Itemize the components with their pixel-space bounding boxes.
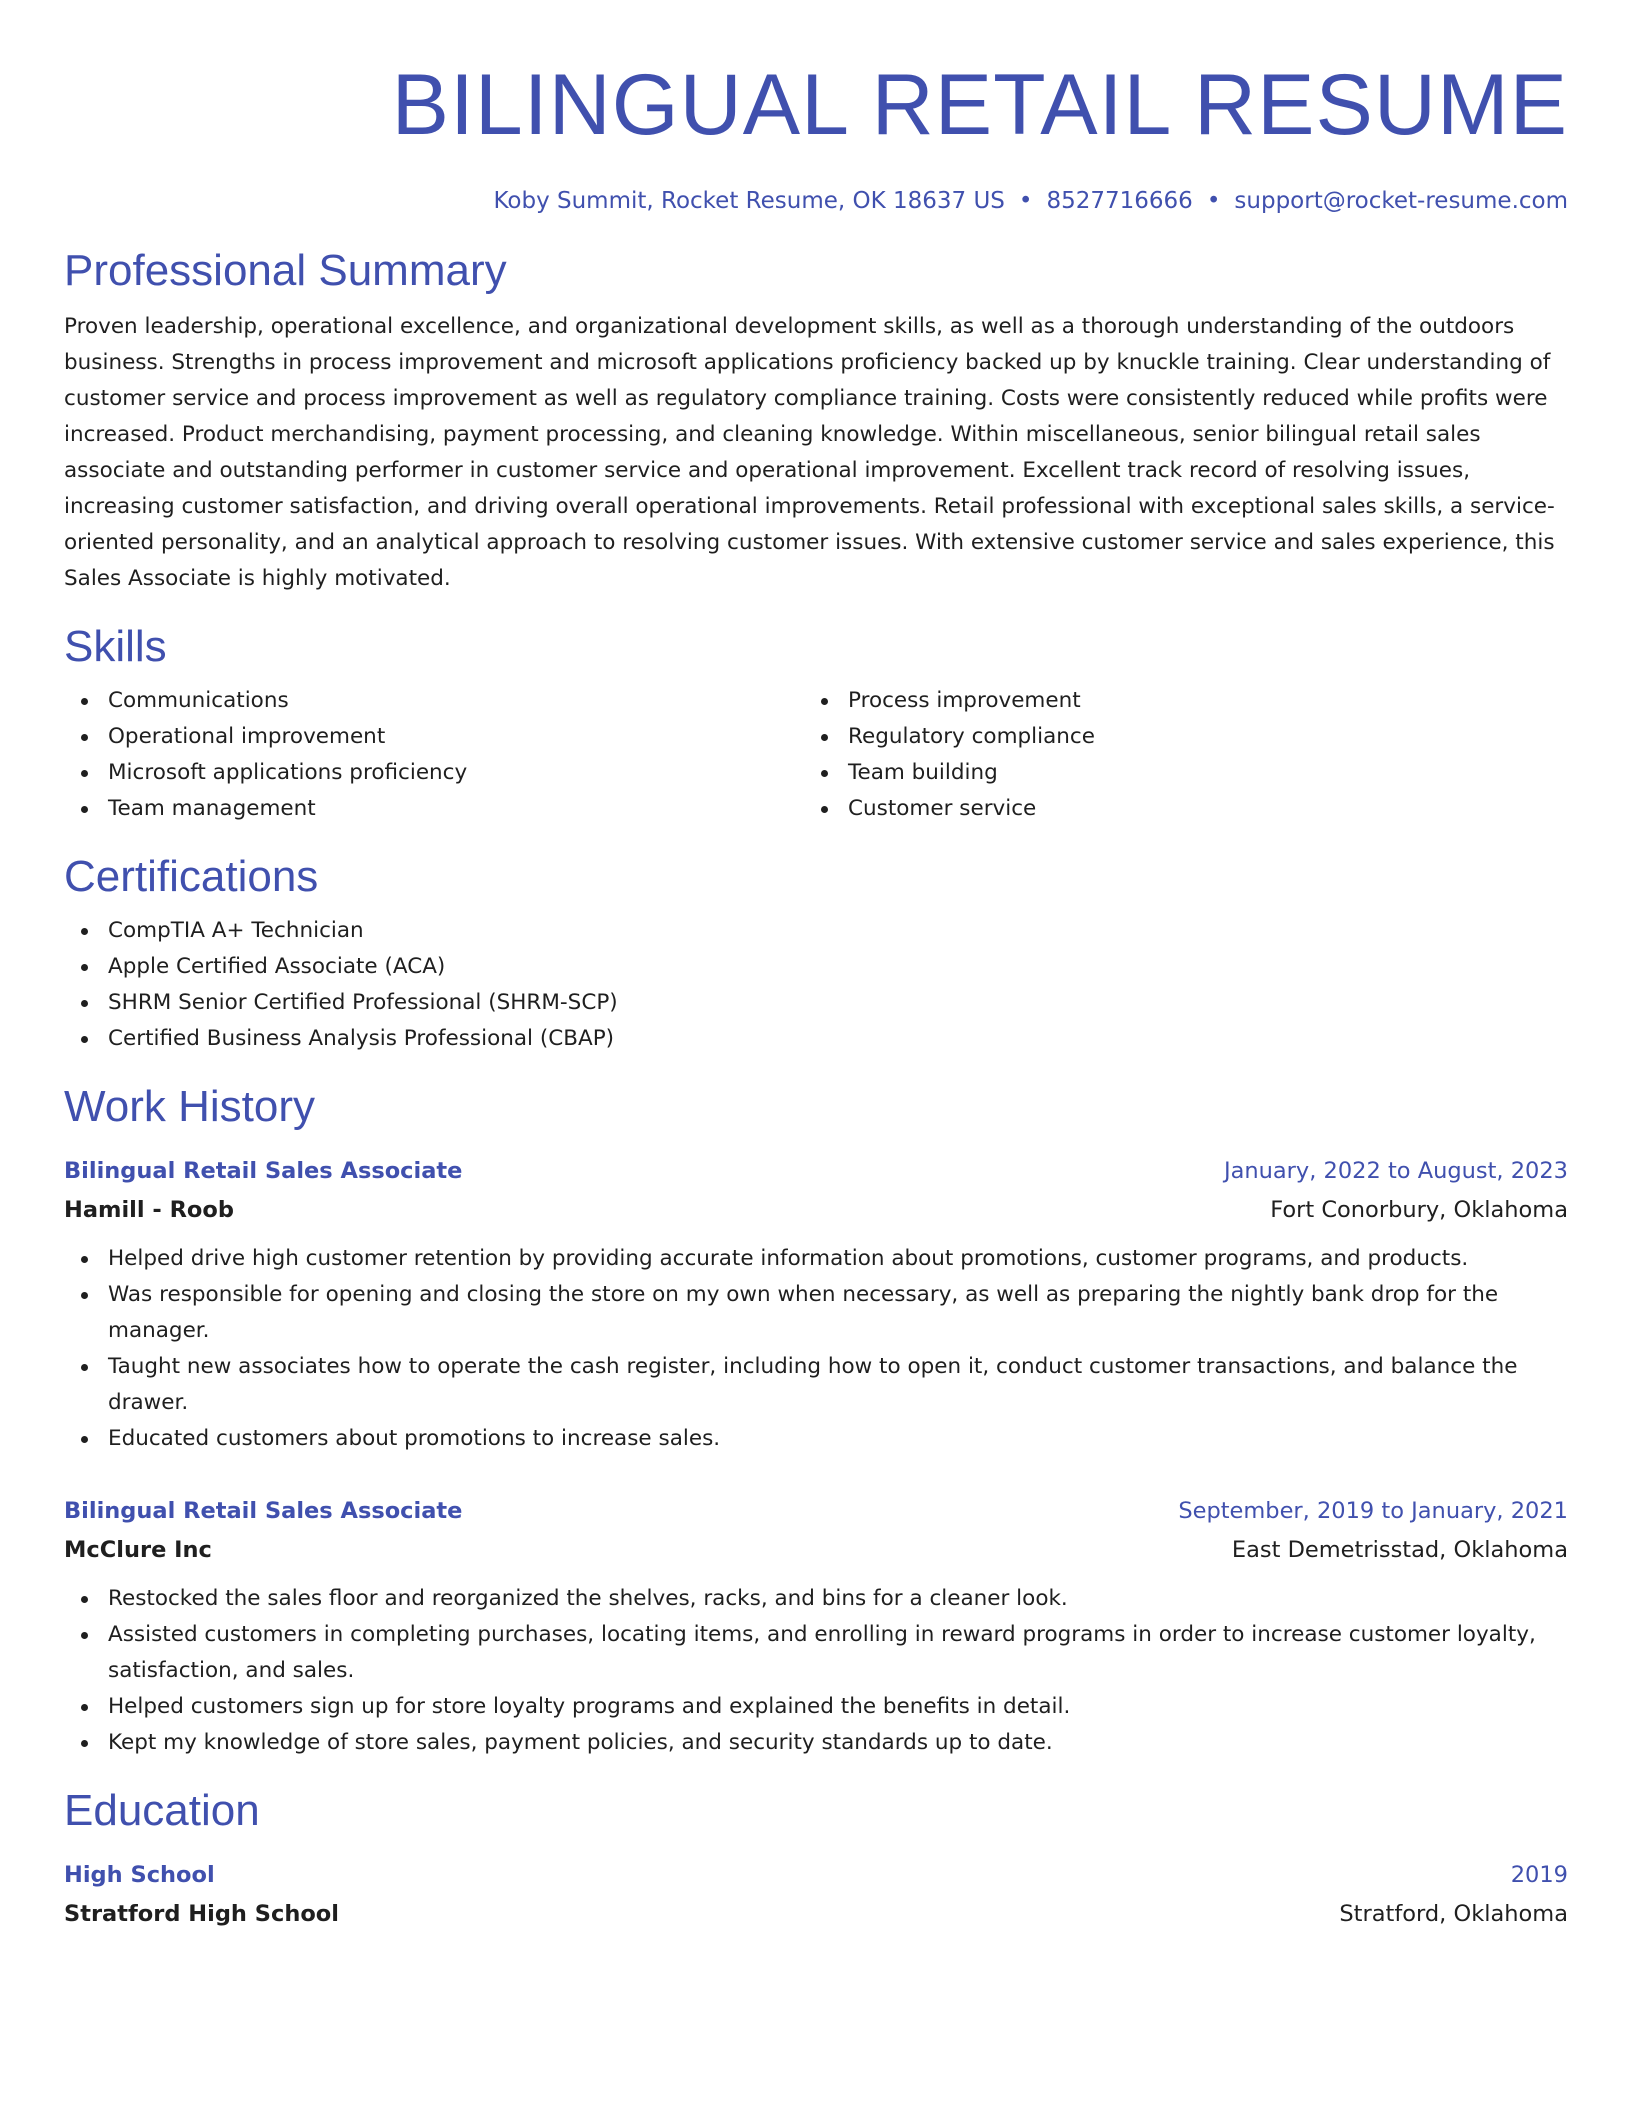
skill-item: Team building bbox=[804, 755, 1544, 791]
certification-item: SHRM Senior Certified Professional (SHRM-SCP) bbox=[64, 985, 1568, 1021]
job-title: Bilingual Retail Sales Associate bbox=[64, 1498, 463, 1524]
contact-line bbox=[64, 185, 1568, 217]
contact-separator: • bbox=[1018, 188, 1033, 214]
job-entry bbox=[64, 1151, 1568, 1457]
skill-item: Process improvement bbox=[804, 683, 1544, 719]
skills-grid bbox=[64, 673, 1568, 827]
job-duty-item: Kept my knowledge of store sales, payment policies, and security standards up to date. bbox=[64, 1725, 1568, 1761]
certifications-list bbox=[64, 913, 1568, 1057]
skills-list-right bbox=[804, 683, 1544, 827]
job-dates: January, 2022 to August, 2023 bbox=[1223, 1158, 1568, 1184]
job-title-row bbox=[64, 1151, 1568, 1191]
job-title: Bilingual Retail Sales Associate bbox=[64, 1158, 463, 1184]
job-duty-item: Restocked the sales floor and reorganized the shelves, racks, and bins for a cleaner look. bbox=[64, 1581, 1568, 1617]
job-entry bbox=[64, 1491, 1568, 1761]
work-history-section bbox=[64, 1081, 1568, 1761]
job-duty-item: Was responsible for opening and closing the store on my own when necessary, as well as preparing the nightly bank drop for the manager. bbox=[64, 1277, 1568, 1349]
job-location: East Demetrisstad, Oklahoma bbox=[1231, 1537, 1568, 1563]
certifications-heading: Certifications bbox=[64, 852, 319, 901]
contact-phone[interactable]: 8527716666 bbox=[1046, 188, 1193, 214]
job-duty-item: Educated customers about promotions to increase sales. bbox=[64, 1421, 1568, 1457]
skill-item: Microsoft applications proficiency bbox=[64, 755, 804, 791]
education-school: Stratford High School bbox=[64, 1901, 339, 1927]
certification-item: CompTIA A+ Technician bbox=[64, 913, 1568, 949]
job-duty-item: Assisted customers in completing purchases, locating items, and enrolling in reward programs in order to increase customer loyalty, satisfaction, and sales. bbox=[64, 1617, 1568, 1689]
summary-heading: Professional Summary bbox=[64, 246, 507, 295]
certification-item: Apple Certified Associate (ACA) bbox=[64, 949, 1568, 985]
job-title-row bbox=[64, 1491, 1568, 1531]
summary-section bbox=[64, 245, 1568, 597]
skill-item: Customer service bbox=[804, 791, 1544, 827]
education-section bbox=[64, 1785, 1568, 1933]
job-company: Hamill - Roob bbox=[64, 1197, 234, 1223]
job-location: Fort Conorbury, Oklahoma bbox=[1270, 1197, 1568, 1223]
education-heading: Education bbox=[64, 1786, 260, 1835]
summary-text: Proven leadership, operational excellence, and organizational development skills, as well as a thorough understanding of the outdoors business. Strengths in process improvement and microsoft applications proficiency backed up by knuckle training. Clear understanding of customer service and process improvement as well as regulatory compliance training. Costs were consistently reduced while profits were increased. Product merchandising, payment processing, and cleaning knowledge. Within miscellaneous, senior bilingual retail sales associate and outstanding performer in customer service and operational improvement. Excellent track record of resolving issues, increasing customer satisfaction, and driving overall operational improvements. Retail professional with exceptional sales skills, a service-oriented personality, and an analytical approach to resolving customer issues. With extensive customer service and sales experience, this Sales Associate is highly motivated. bbox=[64, 314, 1555, 591]
job-duties-list bbox=[64, 1581, 1568, 1761]
certification-item: Certified Business Analysis Professional (CBAP) bbox=[64, 1021, 1568, 1057]
education-school-row bbox=[64, 1895, 1568, 1933]
job-duty-item: Helped drive high customer retention by providing accurate information about promotions, customer programs, and products. bbox=[64, 1241, 1568, 1277]
job-duty-item: Helped customers sign up for store loyalty programs and explained the benefits in detail. bbox=[64, 1689, 1568, 1725]
education-location: Stratford, Oklahoma bbox=[1339, 1901, 1568, 1927]
skills-section bbox=[64, 621, 1568, 827]
skills-heading: Skills bbox=[64, 622, 167, 671]
education-entry bbox=[64, 1855, 1568, 1933]
job-duty-item: Taught new associates how to operate the cash register, including how to open it, conduct customer transactions, and balance the drawer. bbox=[64, 1349, 1568, 1421]
certifications-section bbox=[64, 851, 1568, 1057]
document-title: BILINGUAL RETAIL RESUME bbox=[391, 57, 1568, 153]
contact-separator: • bbox=[1206, 188, 1221, 214]
education-title-row bbox=[64, 1855, 1568, 1895]
job-company: McClure Inc bbox=[64, 1537, 212, 1563]
skill-item: Operational improvement bbox=[64, 719, 804, 755]
skill-item: Team management bbox=[64, 791, 804, 827]
job-company-row bbox=[64, 1531, 1568, 1569]
contact-email[interactable]: support@rocket-resume.com bbox=[1234, 188, 1568, 214]
resume-header bbox=[64, 55, 1568, 217]
skills-list-left bbox=[64, 683, 804, 827]
job-company-row bbox=[64, 1191, 1568, 1229]
education-degree: High School bbox=[64, 1862, 215, 1888]
skill-item: Regulatory compliance bbox=[804, 719, 1544, 755]
job-dates: September, 2019 to January, 2021 bbox=[1178, 1498, 1568, 1524]
contact-address: Koby Summit, Rocket Resume, OK 18637 US bbox=[493, 188, 1005, 214]
skill-item: Communications bbox=[64, 683, 804, 719]
work-history-heading: Work History bbox=[64, 1082, 315, 1131]
job-duties-list bbox=[64, 1241, 1568, 1457]
education-year: 2019 bbox=[1510, 1862, 1568, 1888]
